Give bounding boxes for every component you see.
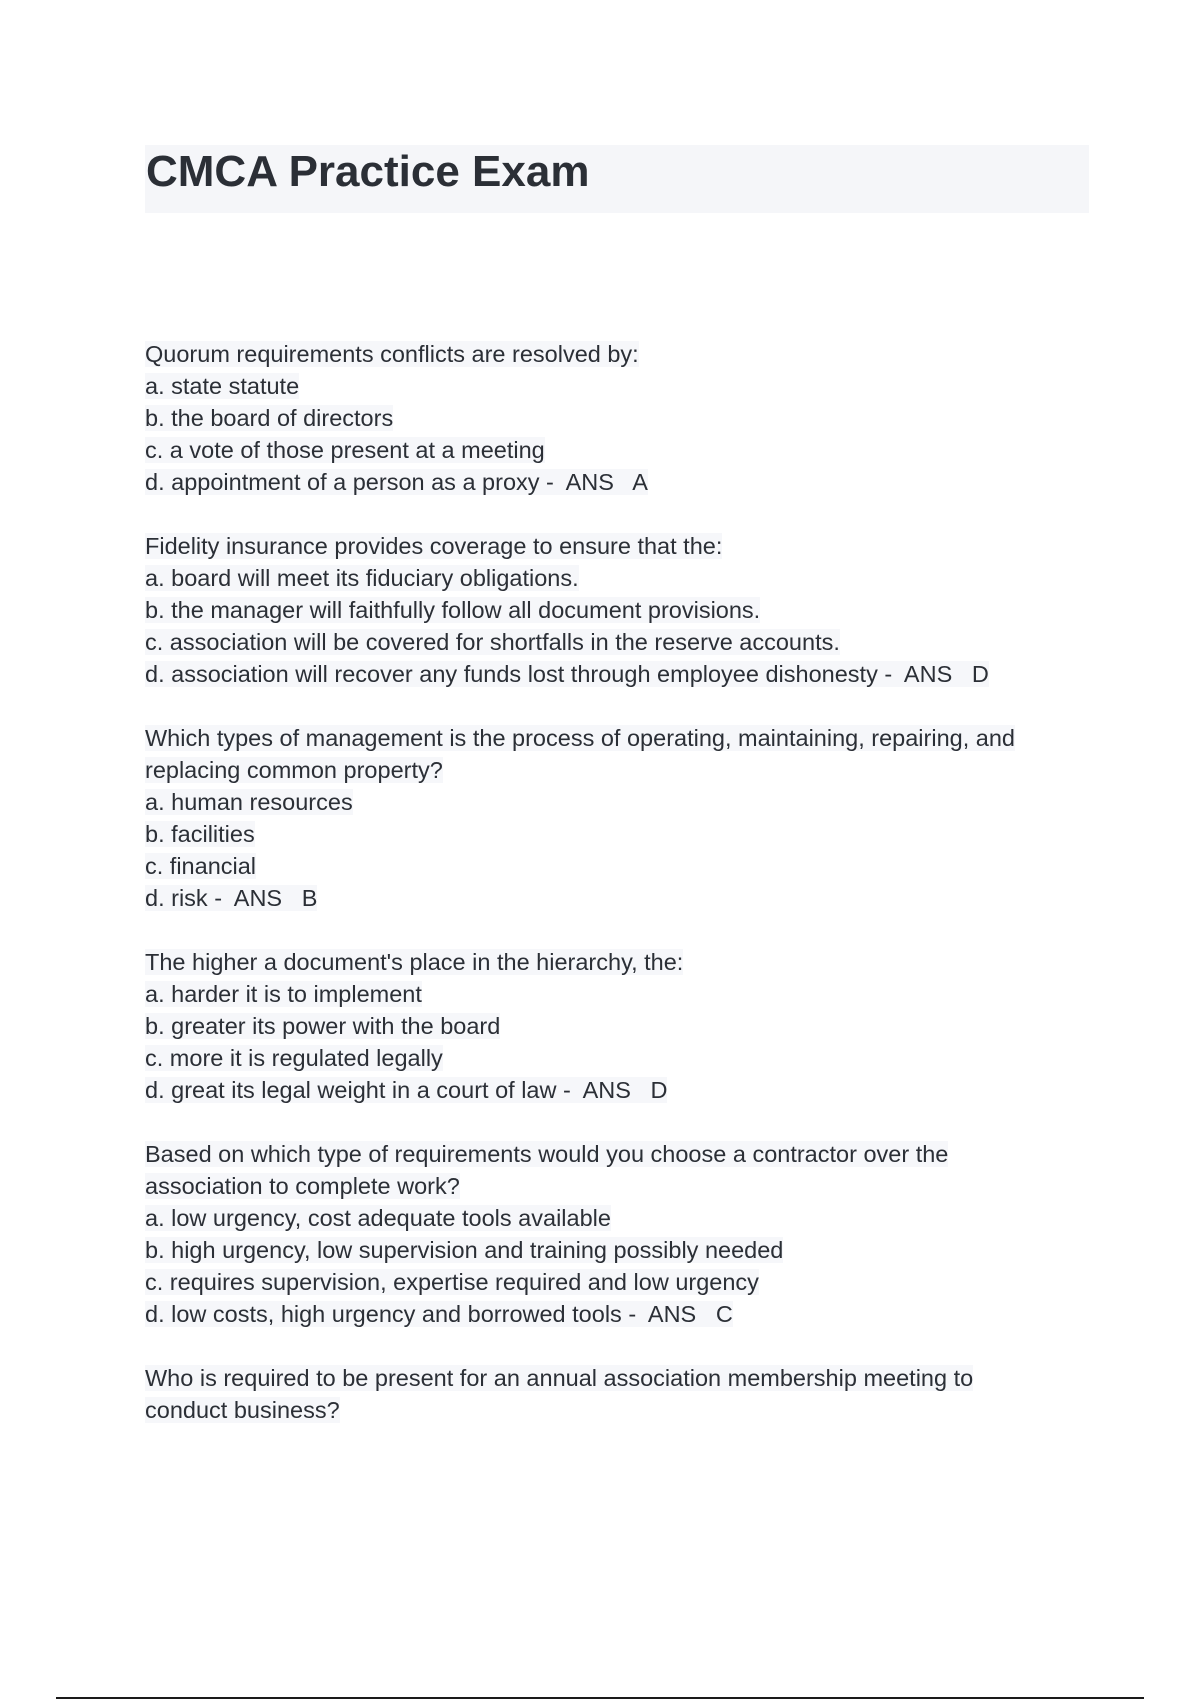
question-text: The higher a document's place in the hierarchy, the: [145, 949, 684, 975]
option-a: a. board will meet its fiduciary obligations. [145, 565, 579, 591]
option-a: a. harder it is to implement [145, 981, 422, 1007]
option-a: a. human resources [145, 789, 353, 815]
option-d-with-answer: d. association will recover any funds lost through employee dishonesty - ANS D [145, 661, 989, 687]
question-block [145, 722, 1075, 914]
question-text-continued: association to complete work? [145, 1173, 460, 1199]
option-c: c. financial [145, 853, 257, 879]
question-text: Fidelity insurance provides coverage to ensure that the: [145, 533, 723, 559]
option-d-with-answer: d. great its legal weight in a court of law - ANS D [145, 1077, 668, 1103]
question-block [145, 530, 1075, 690]
page-bottom-divider [56, 1697, 1144, 1699]
question-block [145, 1362, 1075, 1426]
option-b: b. high urgency, low supervision and training possibly needed [145, 1237, 784, 1263]
question-text: Based on which type of requirements would you choose a contractor over the [145, 1141, 949, 1167]
question-text: Quorum requirements conflicts are resolved by: [145, 341, 639, 367]
question-text: Which types of management is the process of operating, maintaining, repairing, and [145, 725, 1015, 751]
question-block [145, 946, 1075, 1106]
option-d-with-answer: d. low costs, high urgency and borrowed tools - ANS C [145, 1301, 733, 1327]
question-block [145, 338, 1075, 498]
option-a: a. state statute [145, 373, 300, 399]
question-text: Who is required to be present for an annual association membership meeting to [145, 1365, 974, 1391]
option-c: c. association will be covered for shortfalls in the reserve accounts. [145, 629, 840, 655]
option-b: b. greater its power with the board [145, 1013, 501, 1039]
option-b: b. the board of directors [145, 405, 394, 431]
question-text-continued: conduct business? [145, 1397, 340, 1423]
option-c: c. a vote of those present at a meeting [145, 437, 545, 463]
question-text-continued: replacing common property? [145, 757, 443, 783]
option-d-with-answer: d. appointment of a person as a proxy - ANS A [145, 469, 648, 495]
option-d-with-answer: d. risk - ANS B [145, 885, 318, 911]
option-a: a. low urgency, cost adequate tools available [145, 1205, 611, 1231]
question-list [145, 338, 1075, 1458]
option-c: c. more it is regulated legally [145, 1045, 443, 1071]
option-b: b. facilities [145, 821, 255, 847]
option-b: b. the manager will faithfully follow all document provisions. [145, 597, 761, 623]
option-c: c. requires supervision, expertise required and low urgency [145, 1269, 759, 1295]
question-block [145, 1138, 1075, 1330]
page-title: CMCA Practice Exam [146, 147, 590, 196]
